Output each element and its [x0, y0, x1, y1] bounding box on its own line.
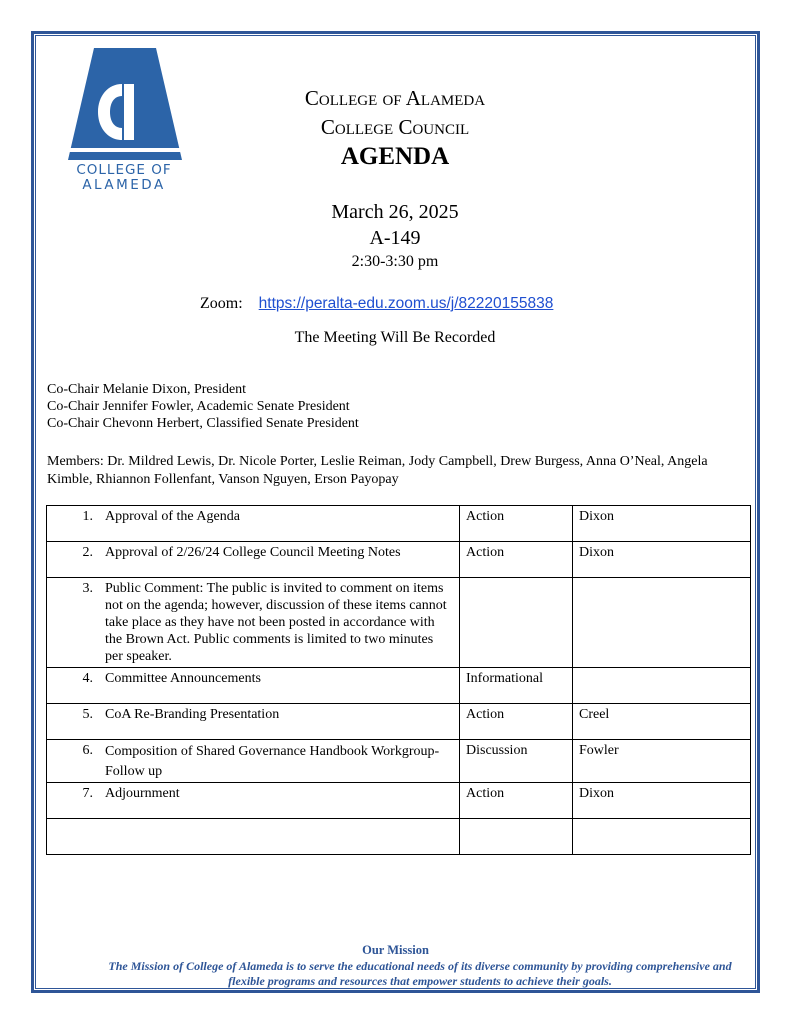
item-lead: Dixon — [573, 506, 751, 542]
meeting-time: 2:30-3:30 pm — [351, 253, 439, 270]
zoom-line — [200, 295, 553, 313]
table-row — [47, 740, 751, 783]
item-text: Adjournment — [105, 786, 180, 801]
item-text: Public Comment: The public is invited to comment on items not on the agenda; however, discussion of these items cannot take place as they have not been posted in accordance with the Brown Act. Public comments is limited to two minutes per speaker. — [105, 581, 447, 664]
item-text: CoA Re-Branding Presentation — [105, 707, 280, 722]
item-number: 2. — [82, 545, 93, 560]
item-lead — [573, 819, 751, 855]
item-number: 3. — [82, 581, 93, 596]
item-number: 7. — [82, 786, 93, 801]
item-type: Action — [460, 506, 573, 542]
college-name: College of Alameda — [304, 86, 486, 110]
logo-text-line1: COLLEGE OF — [76, 162, 172, 178]
mission-heading: Our Mission — [362, 943, 429, 957]
co-chair: Co-Chair Chevonn Herbert, Classified Senate President — [47, 416, 359, 431]
item-cell — [47, 506, 460, 542]
item-text: Composition of Shared Governance Handbook Workgroup-Follow up — [105, 744, 440, 779]
meeting-room: A-149 — [369, 227, 421, 249]
item-cell — [47, 704, 460, 740]
item-type: Action — [460, 704, 573, 740]
co-chairs-list — [47, 381, 359, 432]
members-list: Members: Dr. Mildred Lewis, Dr. Nicole Porter, Leslie Reiman, Jody Campbell, Drew Burgess, Anna O’Neal, Angela Kimble, Rhiannon Follenfant, Vanson Nguyen, Erson Payopay — [47, 454, 708, 487]
item-cell — [47, 783, 460, 819]
item-lead: Dixon — [573, 542, 751, 578]
table-row — [47, 704, 751, 740]
table-row — [47, 578, 751, 668]
item-text: Committee Announcements — [105, 671, 261, 686]
item-text: Approval of the Agenda — [105, 509, 240, 524]
table-row — [47, 819, 751, 855]
item-cell — [47, 578, 460, 668]
table-row — [47, 668, 751, 704]
item-cell — [47, 819, 460, 855]
co-chair: Co-Chair Melanie Dixon, President — [47, 382, 247, 397]
table-row — [47, 783, 751, 819]
item-type — [460, 819, 573, 855]
item-number: 5. — [82, 707, 93, 722]
item-lead: Fowler — [573, 740, 751, 783]
item-type: Action — [460, 542, 573, 578]
council-name: College Council — [320, 115, 470, 139]
zoom-label: Zoom: — [200, 295, 243, 312]
meeting-date: March 26, 2025 — [331, 201, 459, 223]
agenda-table — [46, 505, 751, 855]
recorded-notice: The Meeting Will Be Recorded — [294, 329, 496, 346]
table-row — [47, 542, 751, 578]
zoom-link[interactable]: https://peralta-edu.zoom.us/j/82220155838 — [258, 295, 554, 312]
item-type: Action — [460, 783, 573, 819]
item-lead — [573, 578, 751, 668]
logo-text-line2: ALAMEDA — [82, 177, 166, 193]
table-row — [47, 506, 751, 542]
item-type: Discussion — [460, 740, 573, 783]
item-lead: Dixon — [573, 783, 751, 819]
item-number: 6. — [82, 743, 93, 758]
item-lead: Creel — [573, 704, 751, 740]
co-chair: Co-Chair Jennifer Fowler, Academic Senate President — [47, 399, 350, 414]
item-text: Approval of 2/26/24 College Council Meeting Notes — [105, 545, 401, 560]
item-cell — [47, 542, 460, 578]
mission-statement: The Mission of College of Alameda is to serve the educational needs of its diverse community by providing comprehensive and flexible programs and resources that empower students to achieve their goals. — [108, 959, 732, 988]
item-cell — [47, 668, 460, 704]
document-title: AGENDA — [340, 143, 450, 170]
item-cell — [47, 740, 460, 783]
item-number: 1. — [82, 509, 93, 524]
item-lead — [573, 668, 751, 704]
item-number: 4. — [82, 671, 93, 686]
item-type: Informational — [460, 668, 573, 704]
item-type — [460, 578, 573, 668]
